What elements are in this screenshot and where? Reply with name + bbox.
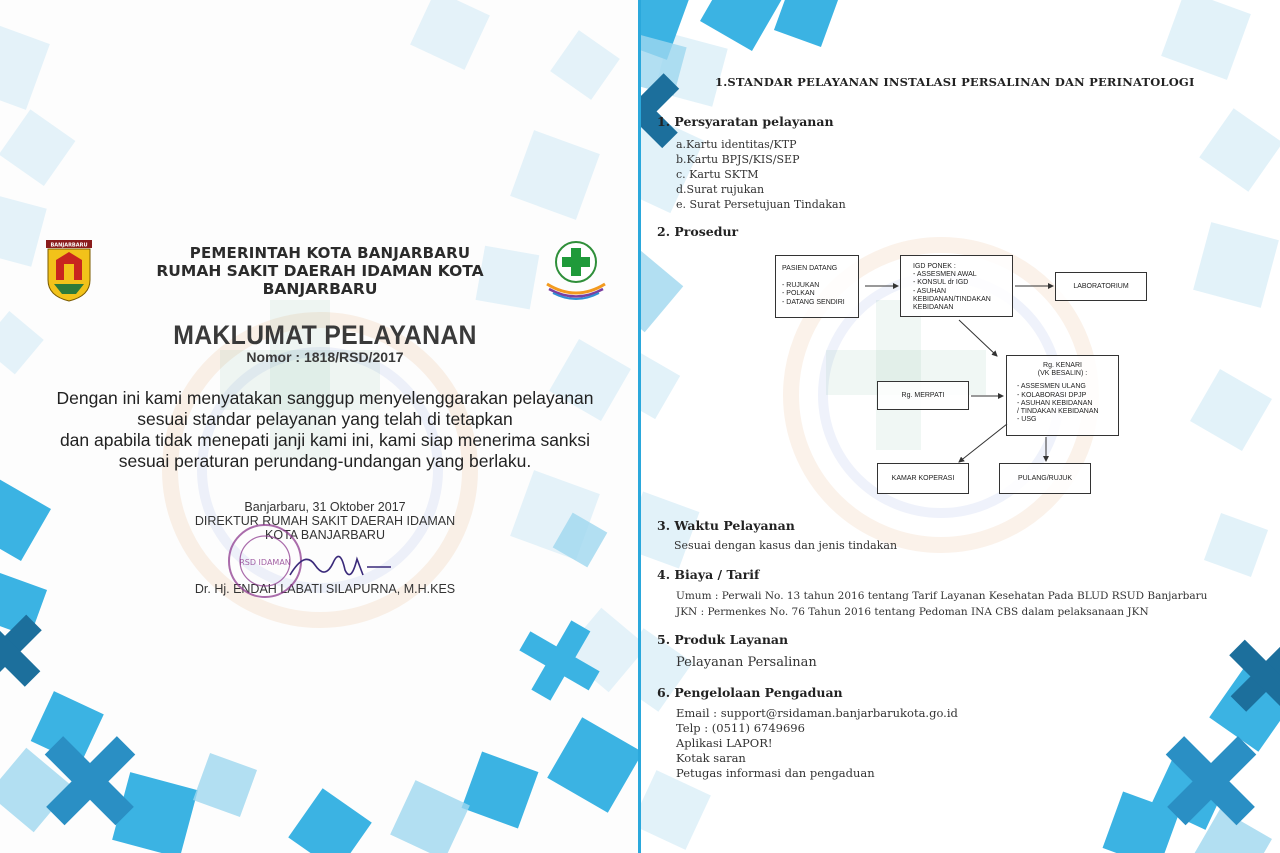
- biaya-line: JKN : Permenkes No. 76 Tahun 2016 tentang Pedoman INA CBS dalam pelaksanaan JKN: [676, 606, 1149, 618]
- flow-box-item: - ASSESMEN AWAL: [913, 271, 977, 279]
- flow-box-title: Rg. MERPATI: [901, 392, 945, 399]
- flow-box-title: KAMAR KOPERASI: [891, 475, 955, 482]
- flow-box-item: - ASUHAN KEBIDANAN: [1017, 399, 1093, 407]
- prosedur-heading: 2. Prosedur: [657, 224, 739, 239]
- pengaduan-line: Aplikasi LAPOR!: [676, 736, 773, 750]
- flow-box-item: / TINDAKAN KEBIDANAN: [1017, 408, 1099, 416]
- waktu-heading: 3. Waktu Pelayanan: [657, 518, 795, 533]
- flow-box-item: - POLKAN: [782, 290, 815, 298]
- government-name: PEMERINTAH KOTA BANJARBARU: [189, 244, 471, 262]
- statement-line: Dengan ini kami menyatakan sanggup menyelenggarakan pelayanan: [56, 388, 594, 408]
- persyaratan-item: c. Kartu SKTM: [676, 168, 759, 181]
- pengaduan-line: Petugas informasi dan pengaduan: [676, 766, 875, 780]
- sign-place-date: Banjarbaru, 31 Oktober 2017: [244, 500, 406, 514]
- flow-box-item: - KONSUL dr IGD: [913, 279, 969, 287]
- handwritten-signature: [285, 545, 395, 585]
- persyaratan-heading: 1. Persyaratan pelayanan: [657, 114, 834, 129]
- flow-box-item: - DATANG SENDIRI: [782, 298, 845, 306]
- flow-box-item: KEBIDANAN/TINDAKAN: [913, 295, 991, 303]
- flow-box-title: Rg. KENARI: [1043, 362, 1082, 369]
- flow-box-title: LABORATORIUM: [1073, 283, 1129, 290]
- statement-line: sesuai standar pelayanan yang telah di tetapkan: [137, 409, 513, 429]
- flow-box-subtitle: (VK BESALIN) :: [1037, 370, 1088, 378]
- svg-text:RSD IDAMAN: RSD IDAMAN: [239, 558, 291, 567]
- biaya-heading: 4. Biaya / Tarif: [657, 567, 760, 582]
- persyaratan-item: d.Surat rujukan: [676, 183, 765, 196]
- statement-line: sesuai peraturan perundang-undangan yang berlaku.: [118, 451, 532, 471]
- pengaduan-line: Email : support@rsidaman.banjarbarukota.go.id: [676, 706, 958, 720]
- signature-block: [150, 500, 500, 542]
- persyaratan-item: a.Kartu identitas/KTP: [676, 138, 797, 151]
- pengaduan-line: Telp : (0511) 6749696: [676, 721, 805, 735]
- standard-title: 1.STANDAR PELAYANAN INSTALASI PERSALINAN DAN PERINATOLOGI: [715, 75, 1195, 89]
- flow-box-item: - ASUHAN: [913, 287, 947, 295]
- flow-box-item: KEBIDANAN: [913, 304, 954, 312]
- maklumat-title: MAKLUMAT PELAYANAN: [173, 320, 477, 350]
- signatory-name: Dr. Hj. ENDAH LABATI SILAPURNA, M.H.KES: [194, 582, 456, 596]
- hospital-name: RUMAH SAKIT DAERAH IDAMAN KOTA BANJARBARU: [156, 262, 484, 298]
- flow-box-title: PULANG/RUJUK: [1017, 475, 1073, 482]
- arrow-kenari-kamar: [959, 424, 1007, 462]
- svg-text:BANJARBARU: BANJARBARU: [50, 242, 88, 249]
- statement-line: dan apabila tidak menepati janji kami ini, kami siap menerima sanksi: [59, 430, 591, 450]
- statement: [20, 388, 630, 472]
- flow-box-title: IGD PONEK :: [913, 263, 956, 270]
- flow-box-item: - USG: [1017, 416, 1037, 424]
- produk-text: Pelayanan Persalinan: [676, 655, 817, 670]
- sign-position-line1: DIREKTUR RUMAH SAKIT DAERAH IDAMAN: [194, 514, 456, 528]
- produk-heading: 5. Produk Layanan: [657, 632, 789, 647]
- flow-box-item: - RUJUKAN: [782, 282, 820, 290]
- persyaratan-item: e. Surat Persetujuan Tindakan: [676, 198, 846, 211]
- persyaratan-item: b.Kartu BPJS/KIS/SEP: [676, 153, 800, 166]
- pengaduan-line: Kotak saran: [676, 751, 746, 765]
- flow-box-item: - KOLABORASI DPJP: [1017, 391, 1087, 399]
- hospital-logo: [543, 240, 609, 302]
- letterhead: [40, 236, 620, 306]
- pengaduan-heading: 6. Pengelolaan Pengaduan: [657, 685, 843, 700]
- page-divider: [638, 0, 641, 853]
- arrow-igd-kenari: [959, 320, 997, 356]
- flowchart-arrows: [641, 240, 1161, 510]
- maklumat-number: Nomor : 1818/RSD/2017: [246, 349, 404, 365]
- waktu-text: Sesuai dengan kasus dan jenis tindakan: [674, 539, 898, 552]
- sign-position-line2: KOTA BANJARBARU: [265, 528, 385, 542]
- flow-box-title: PASIEN DATANG: [782, 265, 838, 272]
- biaya-line: Umum : Perwali No. 13 tahun 2016 tentang Tarif Layanan Kesehatan Pada BLUD RSUD Banjarbaru: [676, 590, 1208, 602]
- flow-box-item: - ASSESMEN ULANG: [1017, 383, 1086, 391]
